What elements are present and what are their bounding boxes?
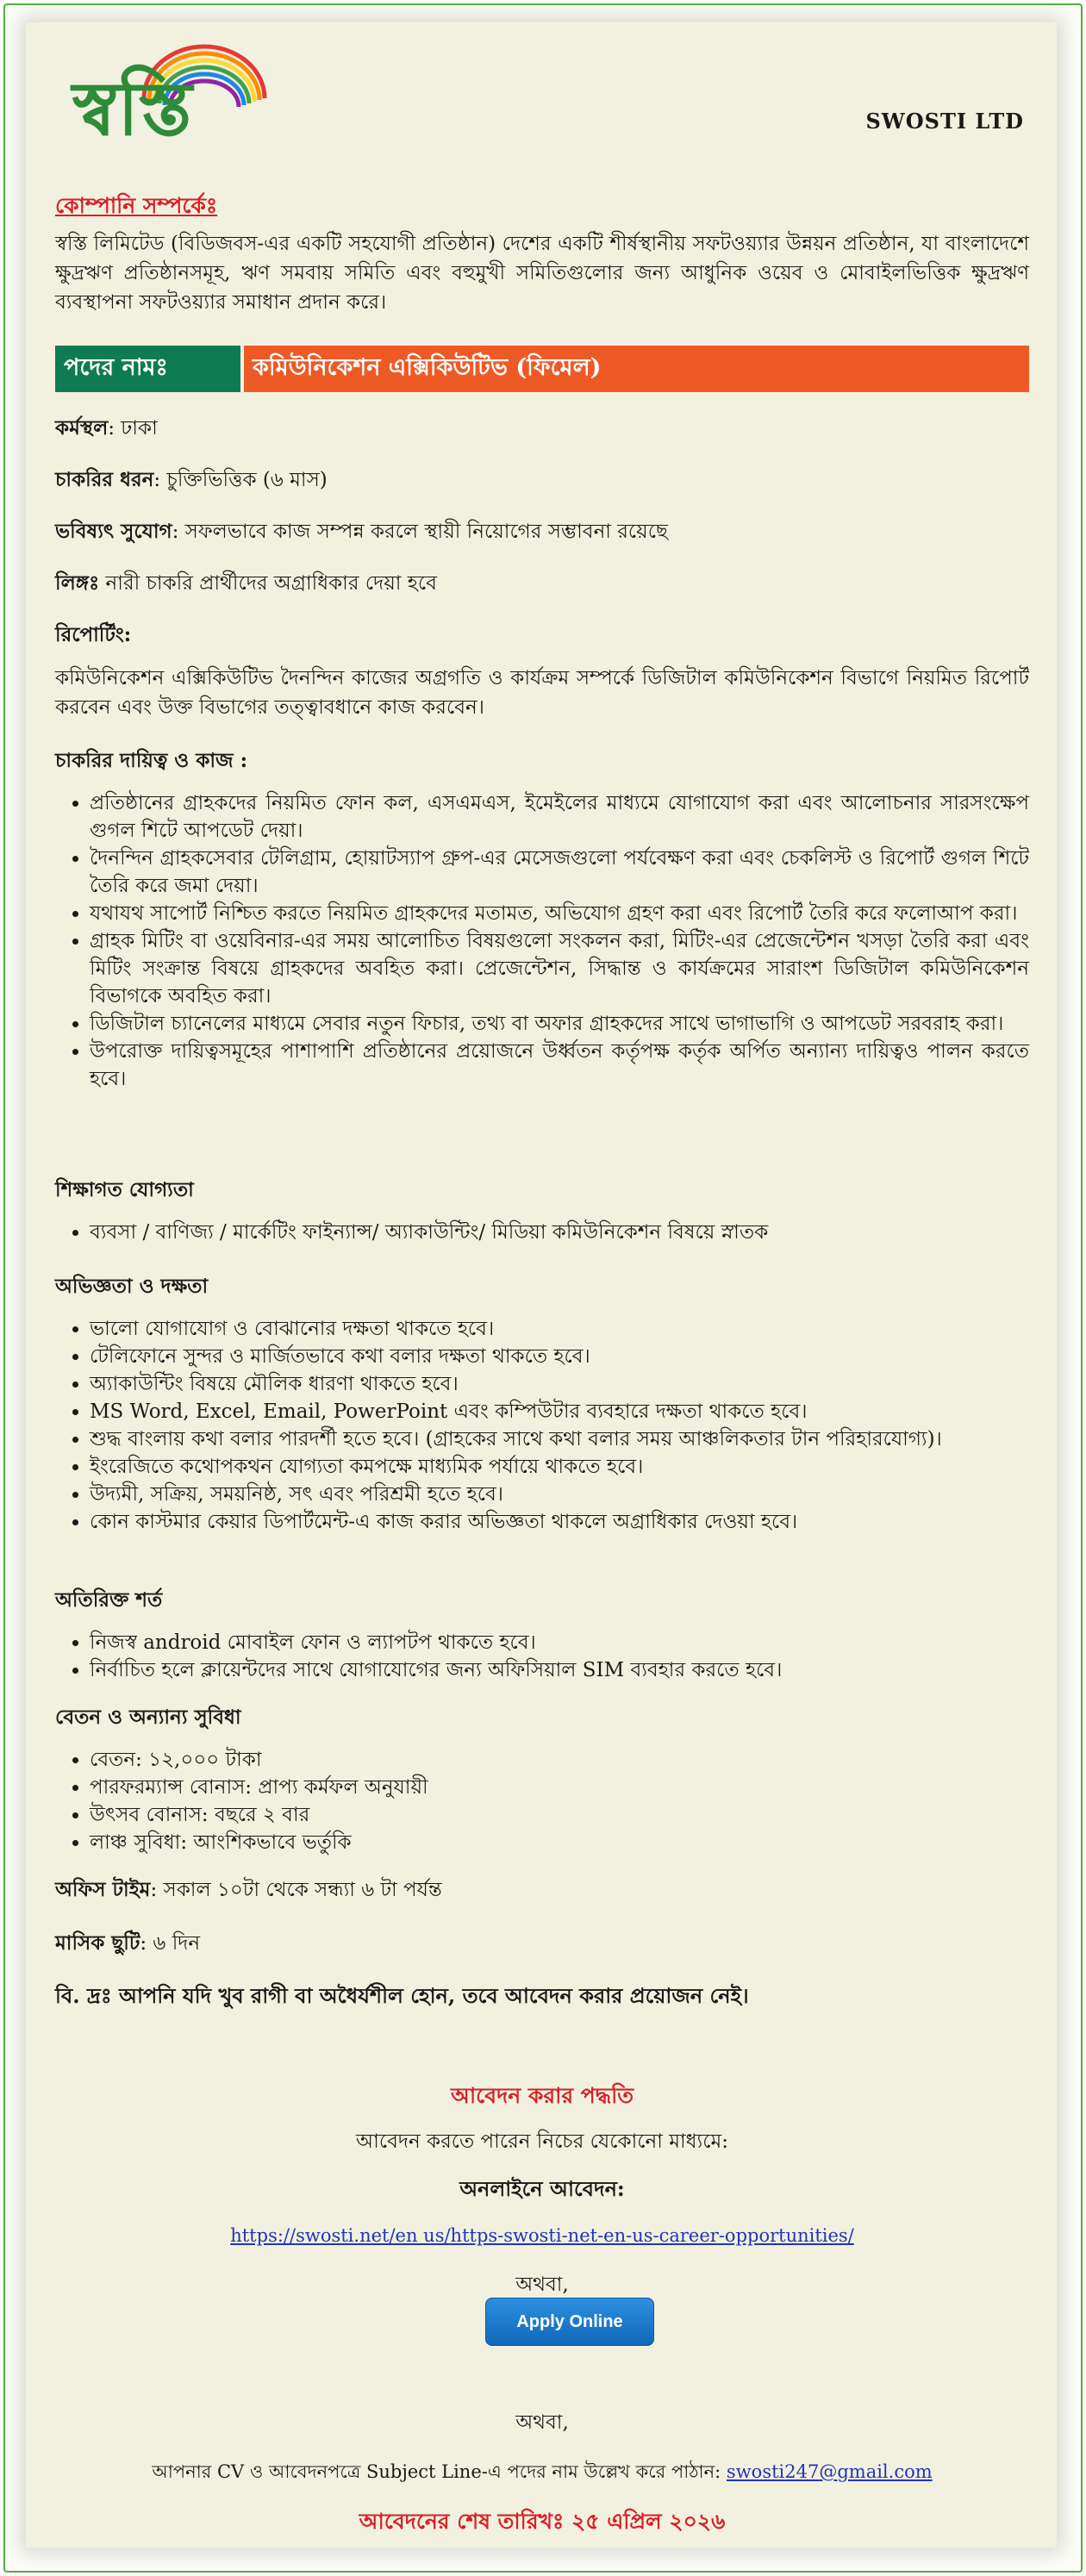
- list-item: • MS Word, Excel, Email, PowerPoint এবং কম্পিউটার ব্যবহারে দক্ষতা থাকতে হবে।: [90, 1398, 1029, 1425]
- post-label: পদের নামঃ: [55, 346, 240, 392]
- list-item: • ডিজিটাল চ্যানেলের মাধ্যমে সেবার নতুন ফিচার, তথ্য বা অফার গ্রাহকদের সাথে ভাগাভাগি ও আপডেট সরবরাহ করা।: [90, 1010, 1029, 1038]
- apply-url-link[interactable]: https://swosti.net/en us/https-swosti-net-en-us-career-opportunities/: [230, 2225, 854, 2246]
- list-item: • কোন কাস্টমার কেয়ার ডিপার্টমেন্ট-এ কাজ করার অভিজ্ঞতা থাকলে অগ্রাধিকার দেওয়া হবে।: [90, 1508, 1029, 1536]
- salary-heading: [55, 1701, 241, 1735]
- list-item: • ব্যবসা / বাণিজ্য / মার্কেটিং ফাইন্যান্স/ অ্যাকাউন্টিং/ মিডিয়া কমিউনিকেশন বিষয়ে স্নাতক: [90, 1219, 1029, 1246]
- list-item: • বেতন: ১২,০০০ টাকা: [90, 1746, 1029, 1774]
- office-time-label: অফিস টাইম: [55, 1878, 151, 1901]
- online-heading: অনলাইনে আবেদন:: [459, 2176, 625, 2201]
- logo-text: স্বস্তি: [72, 66, 192, 153]
- list-item: • উৎসব বোনাস: বছরে ২ বার: [90, 1801, 1029, 1829]
- list-item: • ইংরেজিতে কথোপকথন যোগ্যতা কমপক্ষে মাধ্যমিক পর্যায়ে থাকতে হবে।: [90, 1453, 1029, 1481]
- office-time: [55, 1874, 442, 1907]
- experience-heading: [55, 1270, 208, 1304]
- experience-label: অভিজ্ঞতা ও দক্ষতা: [55, 1275, 209, 1298]
- education-list: [55, 1219, 1029, 1246]
- workplace-label: কর্মস্থল: [55, 416, 109, 440]
- responsibilities-list: [55, 789, 1029, 1093]
- future-opportunity: [55, 515, 668, 549]
- list-item: • গ্রাহক মিটিং বা ওয়েবিনার-এর সময় আলোচিত বিষয়গুলো সংকলন করা, মিটিং-এর প্রেজেন্টেশন খসড়া তৈরি করা এবং মিটিং সংক্রান্ত বিষয়ে গ্রাহকদের অবহিত করা। প্রেজেন্টেশন, সিদ্ধান্ত ও কার্যক্রমের সারাংশ ডিজিটাল কমিউনিকেশন বিভাগকে অবহিত করা।: [90, 927, 1029, 1010]
- list-item: • দৈনন্দিন গ্রাহকসেবার টেলিগ্রাম, হোয়াটস্যাপ গ্রুপ-এর মেসেজগুলো পর্যবেক্ষণ করা এবং চেকলিস্ট ও রিপোর্ট গুগল শিটে তৈরি করে জমা দেয়া।: [90, 845, 1029, 900]
- apply-heading: আবেদন করার পদ্ধতি: [450, 2083, 634, 2108]
- extra-heading: [55, 1584, 162, 1618]
- job-circular: [26, 22, 1057, 2548]
- office-time-value: : সকাল ১০টা থেকে সন্ধ্যা ৬ টা পর্যন্ত: [150, 1879, 442, 1901]
- email-link[interactable]: swosti247@gmail.com: [726, 2461, 933, 2482]
- responsibilities-heading: [55, 745, 247, 778]
- education-label: শিক্ষাগত যোগ্যতা: [55, 1178, 194, 1201]
- gender: [55, 567, 437, 601]
- list-item: • নির্বাচিত হলে ক্লায়েন্টদের সাথে যোগাযোগের জন্য অফিসিয়াল SIM ব্যবহার করতে হবে।: [90, 1656, 1029, 1684]
- list-item: • লাঞ্চ সুবিধা: আংশিকভাবে ভর্তুকি: [90, 1829, 1029, 1856]
- list-item: • অ্যাকাউন্টিং বিষয়ে মৌলিক ধারণা থাকতে হবে।: [90, 1370, 1029, 1398]
- or-text-2: অথবা,: [515, 2411, 569, 2434]
- experience-list: [55, 1315, 1029, 1536]
- responsibilities-label: চাকরির দায়িত্ব ও কাজ :: [55, 749, 248, 772]
- email-instruction: [55, 2458, 1029, 2488]
- extra-label: অতিরিক্ত শর্ত: [55, 1588, 163, 1612]
- job-type-value: : চুক্তিভিত্তিক (৬ মাস): [153, 469, 328, 491]
- list-item: • টেলিফোনে সুন্দর ও মার্জিতভাবে কথা বলার দক্ষতা থাকতে হবে।: [90, 1343, 1029, 1370]
- gender-value: নারী চাকরি প্রার্থীদের অগ্রাধিকার দেয়া হবে: [99, 572, 437, 595]
- deadline: আবেদনের শেষ তারিখঃ ২৫ এপ্রিল ২০২৬: [359, 2509, 726, 2534]
- apply-online-button[interactable]: Apply Online: [485, 2298, 654, 2346]
- workplace: [55, 412, 158, 446]
- reporting-label: রিপোর্টিং:: [55, 623, 132, 646]
- list-item: • ভালো যোগাযোগ ও বোঝানোর দক্ষতা থাকতে হবে।: [90, 1315, 1029, 1343]
- gender-label: লিঙ্গঃ: [55, 571, 100, 595]
- reporting-heading: [55, 619, 131, 652]
- future-label: ভবিষ্যৎ সুযোগ: [55, 520, 172, 543]
- list-item: • উদ্যমী, সক্রিয়, সময়নিষ্ঠ, সৎ এবং পরিশ্রমী হতে হবে।: [90, 1481, 1029, 1508]
- salary-label: বেতন ও অন্যান্য সুবিধা: [55, 1706, 241, 1729]
- future-value: : সফলভাবে কাজ সম্পন্ন করলে স্থায়ী নিয়োগের সম্ভাবনা রয়েছে: [172, 521, 668, 543]
- or-text: অথবা,: [515, 2273, 569, 2296]
- post-bar: [55, 346, 1029, 392]
- about-text: স্বস্তি লিমিটেড (বিডিজবস-এর একটি সহযোগী প্রতিষ্ঠান) দেশের একটি শীর্ষস্থানীয় সফটওয়্যার উন্নয়ন প্রতিষ্ঠান, যা বাংলাদেশে ক্ষুদ্রঋণ প্রতিষ্ঠানসমূহ, ঋণ সমবায় সমিতি এবং বহুমুখী সমিতিগুলোর জন্য আধুনিক ওয়েব ও মোবাইলভিত্তিক ক্ষুদ্রঋণ ব্যবস্থাপনা সফটওয়্যার সমাধান প্রদান করে।: [55, 233, 1029, 314]
- apply-url-wrap: [55, 2225, 1029, 2246]
- workplace-value: : ঢাকা: [108, 417, 158, 440]
- apply-intro: আবেদন করতে পারেন নিচের যেকোনো মাধ্যমে:: [356, 2130, 728, 2153]
- reporting-text: কমিউনিকেশন এক্সিকিউটিভ দৈনন্দিন কাজের অগ্রগতি ও কার্যক্রম সম্পর্কে ডিজিটাল কমিউনিকেশন বিভাগে নিয়মিত রিপোর্ট করবেন এবং উক্ত বিভাগের তত্ত্বাবধানে কাজ করবেন।: [55, 667, 1029, 719]
- salary-list: [55, 1746, 1029, 1856]
- about-heading: কোম্পানি সম্পর্কেঃ: [55, 193, 218, 218]
- job-type: [55, 464, 328, 497]
- swosti-logo: [62, 38, 269, 167]
- list-item: • যথাযথ সাপোর্ট নিশ্চিত করতে নিয়মিত গ্রাহকদের মতামত, অভিযোগ গ্রহণ করা এবং রিপোর্ট তৈরি করে ফলোআপ করা।: [90, 900, 1029, 927]
- extra-list: [55, 1629, 1029, 1684]
- post-title: কমিউনিকেশন এক্সিকিউটিভ (ফিমেল): [244, 346, 1029, 392]
- email-instruction-text: আপনার CV ও আবেদনপত্রে Subject Line-এ পদের নাম উল্লেখ করে পাঠান:: [152, 2461, 727, 2482]
- education-heading: [55, 1174, 194, 1207]
- list-item: • পারফরম্যান্স বোনাস: প্রাপ্য কর্মফল অনুযায়ী: [90, 1774, 1029, 1801]
- note: বি. দ্রঃ আপনি যদি খুব রাগী বা অধৈর্যশীল হোন, তবে আবেদন করার প্রয়োজন নেই।: [55, 1983, 749, 2008]
- list-item: • নিজস্ব android মোবাইল ফোন ও ল্যাপটপ থাকতে হবে।: [90, 1629, 1029, 1656]
- monthly-leave: [55, 1927, 200, 1961]
- leave-value: : ৬ দিন: [140, 1932, 201, 1955]
- list-item: • শুদ্ধ বাংলায় কথা বলার পারদর্শী হতে হবে। (গ্রাহকের সাথে কথা বলার সময় আঞ্চলিকতার টান পরিহারযোগ্য)।: [90, 1425, 1029, 1453]
- company-name: SWOSTI LTD: [865, 109, 1024, 134]
- list-item: • প্রতিষ্ঠানের গ্রাহকদের নিয়মিত ফোন কল, এসএমএস, ইমেইলের মাধ্যমে যোগাযোগ করা এবং আলোচনার সারসংক্ষেপ গুগল শিটে আপডেট দেয়া।: [90, 789, 1029, 845]
- list-item: • উপরোক্ত দায়িত্বসমূহের পাশাপাশি প্রতিষ্ঠানের প্রয়োজনে উর্ধ্বতন কর্তৃপক্ষ কর্তৃক অর্পিত অন্যান্য দায়িত্বও পালন করতে হবে।: [90, 1038, 1029, 1093]
- job-type-label: চাকরির ধরন: [55, 468, 154, 491]
- leave-label: মাসিক ছুটি: [55, 1931, 140, 1955]
